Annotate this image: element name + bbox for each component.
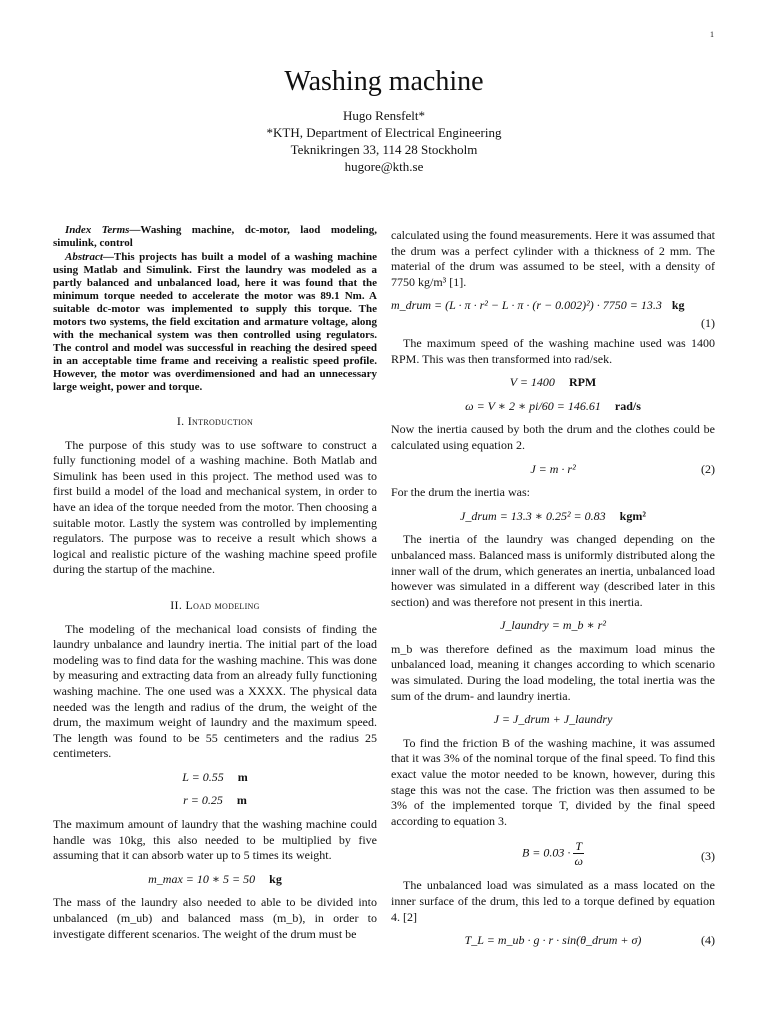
equation-max-mass xyxy=(53,872,377,888)
equation-radius xyxy=(53,793,377,809)
paper-title: Washing machine xyxy=(284,66,484,97)
equation-unit: kg xyxy=(269,871,282,886)
section-number: II. xyxy=(170,597,183,612)
abstract-text: —This projects has built a model of a washing machine using Matlab and Simulink. First the laundry was modeled as a partly balanced and unbalanced load, here it was found that the minimum torque needed to accelerate the motor was 89.1 Nm. A suitable dc-motor was implemented to supply this torque. The motors two systems, the field excitation and armature voltage, along with the mechanical system was then controlled using regulators. The control and model was successful in reaching the desired speed in an acceptable time frame and receiving a realistic speed profile. However, the motor was overdimensioned and had an unnecessary large weight, power and torque. xyxy=(53,251,377,393)
speed-paragraph: The maximum speed of the washing machine used was 1400 RPM. This was then transformed into rad/sek. xyxy=(391,335,715,366)
abstract xyxy=(53,251,377,394)
equation-unit: kg xyxy=(671,298,685,313)
inertia-paragraph: Now the inertia caused by both the drum and the clothes could be calculated using equation 2. xyxy=(391,422,715,452)
fraction-denominator: ω xyxy=(574,854,583,869)
author-email: hugore@kth.se xyxy=(344,159,424,174)
equation-text: J_laundry = m_b ∗ r² xyxy=(500,618,606,633)
laundry-inertia-paragraph: The inertia of the laundry was changed depending on the unbalanced mass. Balanced mass is uniformly distributed along the inner wall of the drum, which generates an inertia, unbalanced load however was simulated in a different way (described later in this section) and was therefore not present in this inertia. xyxy=(391,532,715,609)
equation-text: r = 0.25 xyxy=(183,793,223,808)
index-terms-label: Index Terms xyxy=(65,224,130,236)
left-column xyxy=(53,224,377,942)
equation-unit: m xyxy=(237,769,248,784)
equation-number: (3) xyxy=(701,849,715,864)
section-number: I. xyxy=(176,414,185,428)
author-affiliation: *KTH, Department of Electrical Engineering xyxy=(266,125,502,140)
equation-text: J_drum = 13.3 ∗ 0.25² = 0.83 xyxy=(460,508,606,523)
equation-text: m_drum = (L · π · r² − L · π · (r − 0.002)²) · 7750 = 13.3 xyxy=(391,298,662,313)
equation-text: J = m · r² xyxy=(530,461,576,476)
unbalanced-load-paragraph: The unbalanced load was simulated as a mass located on the inner surface of the drum, this led to a torque defined by equation 4. [2] xyxy=(391,878,715,924)
abstract-label: Abstract xyxy=(65,251,103,263)
fraction-numerator: T xyxy=(575,839,583,854)
equation-number: (1) xyxy=(701,316,715,331)
equation-4 xyxy=(391,933,715,949)
equation-text: ω = V ∗ 2 ∗ pi/60 = 146.61 xyxy=(465,398,601,413)
section-title: Load modeling xyxy=(185,597,260,612)
index-terms-text: —Washing machine, dc-motor, laod modeling, simulink, control xyxy=(53,224,377,249)
equation-length xyxy=(53,770,377,786)
author-address: Teknikringen 33, 114 28 Stockholm xyxy=(290,142,478,157)
equation-text: B = 0.03 · xyxy=(521,845,571,860)
equation-1 xyxy=(391,298,715,331)
equation-omega xyxy=(391,399,715,415)
equation-laundry-inertia xyxy=(391,618,715,634)
friction-paragraph: To find the friction B of the washing machine, it was assumed that it was 3% of the nominal torque of the final speed. To find this exact value the motor needed to be known, however, during this stage this was not the case. The friction was then assumed to be 3% of the implemented torque T, divided by the final speed according to equation 3. xyxy=(391,735,715,828)
equation-text: L = 0.55 xyxy=(182,769,224,784)
equation-2 xyxy=(391,462,715,478)
equation-unit: rad/s xyxy=(614,398,641,413)
section-heading-introduction xyxy=(53,414,377,430)
author-name: Hugo Rensfelt* xyxy=(343,108,425,123)
equation-speed-rpm xyxy=(391,375,715,391)
equation-text: T_L = m_ub · g · r · sin(θ_drum + σ) xyxy=(464,933,642,948)
section-title: Introduction xyxy=(187,414,254,428)
equation-number: (2) xyxy=(701,461,715,476)
fraction xyxy=(573,839,584,868)
index-terms xyxy=(53,224,377,250)
equation-total-inertia xyxy=(391,712,715,728)
load-modeling-paragraph: The modeling of the mechanical load consists of finding the laundry unbalance and laundry inertia. The initial part of the load modeling was to find data for the washing machine. This was done by measuring and extracting data from an already fully functioning washing machine. The one used was a XXXX. The physical data needed was the length and radius of the drum, the weight of the drum, the maximum weight of laundry and the maximum speed. The length was found to be 55 centimeters and the radius 25 centimeters. xyxy=(53,621,377,761)
equation-unit: m xyxy=(236,793,247,808)
equation-drum-inertia xyxy=(391,509,715,525)
drum-paragraph: calculated using the found measurements. Here it was assumed that the drum was a perfect cylinder with a thickness of 2 mm. The material of the drum was assumed to be steel, with a density of 7750 kg/m³ [1]. xyxy=(391,228,715,289)
laundry-paragraph: The maximum amount of laundry that the washing machine could handle was 10kg, this also needed to be multiplied by five assuming that it can absorb water up to 5 times its weight. xyxy=(53,817,377,863)
equation-unit: kgm² xyxy=(619,508,646,523)
equation-unit: RPM xyxy=(568,375,597,390)
equation-text: m_max = 10 ∗ 5 = 50 xyxy=(148,871,256,886)
drum-inertia-paragraph: For the drum the inertia was: xyxy=(391,485,530,500)
introduction-paragraph: The purpose of this study was to use software to construct a fully functioning model of a washing machine. Both Matlab and Simulink has been used in this project. The method used was to first build a model of the load and mechanical system, in order to have an idea of the torque needed from the motor. Then choosing a suitable motor. Lastly the system was controlled by implementing regulators. The purpose was to receive a result which shows a logical and realistic picture of the washing machine speed profile during the startup of the machine. xyxy=(53,437,377,577)
equation-3 xyxy=(391,839,715,868)
balanced-mass-paragraph: m_b was therefore defined as the maximum load minus the unbalanced load, meaning it changes according to which scenario was simulated. During the load modeling, the total inertia was the sum of the drum- and laundry inertia. xyxy=(391,641,715,703)
right-column xyxy=(391,228,715,957)
equation-text: V = 1400 xyxy=(509,375,555,390)
mass-paragraph: The mass of the laundry also needed to able to be divided into unbalanced (m_ub) and balanced mass (m_b), in order to investigate different scenarios. The weight of the drum must be xyxy=(53,895,377,941)
equation-text: J = J_drum + J_laundry xyxy=(493,712,613,727)
page-number: 1 xyxy=(710,30,714,39)
author-block xyxy=(0,107,768,175)
equation-number: (4) xyxy=(701,933,715,948)
section-heading-load-modeling xyxy=(53,598,377,614)
